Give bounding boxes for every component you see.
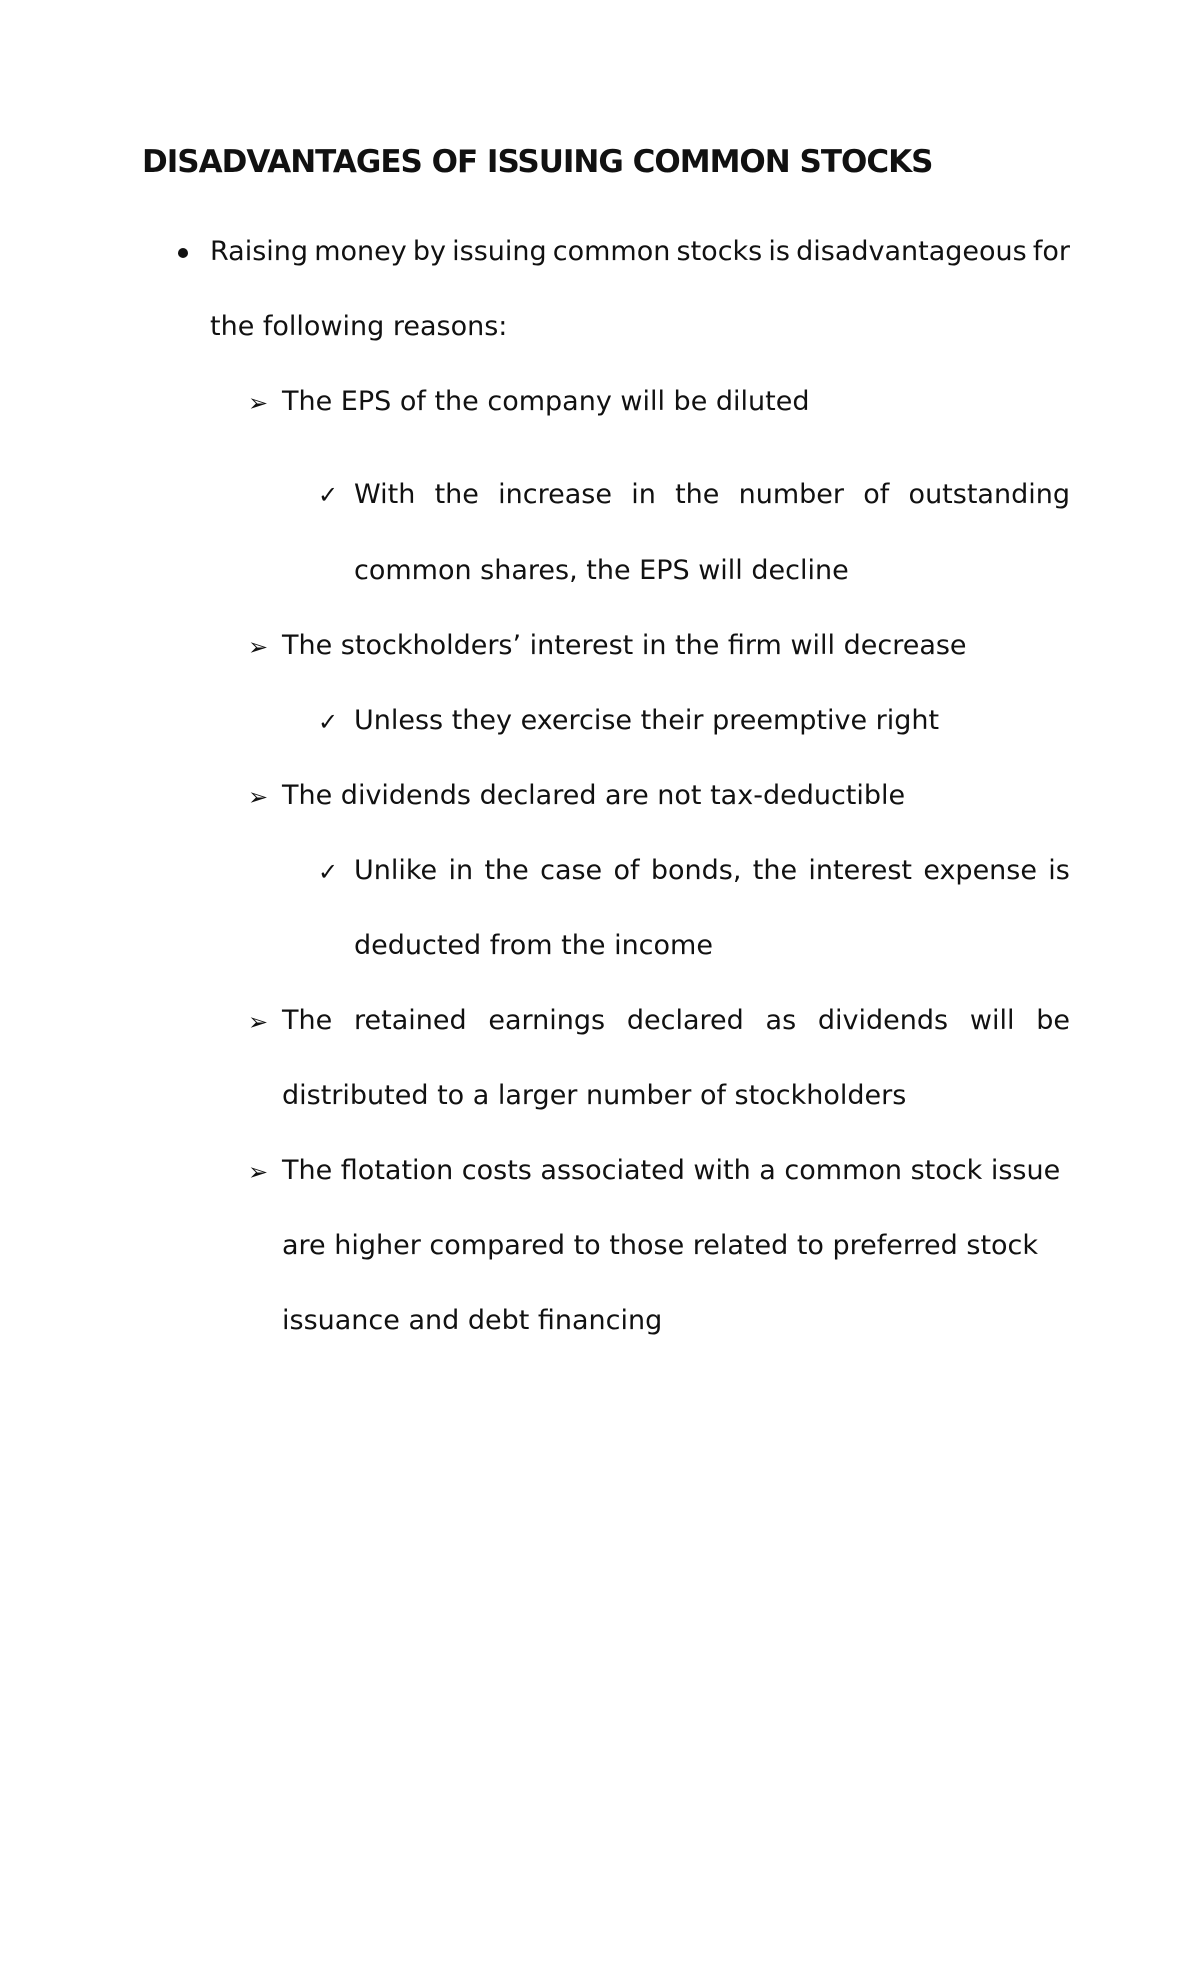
point-5-line-3: issuance and debt financing <box>282 1305 663 1336</box>
intro-line-2: the following reasons: <box>210 311 508 342</box>
word: interest <box>808 855 912 886</box>
point-3-line-1: The dividends declared are not tax-deductible <box>282 780 906 811</box>
word: for <box>1032 236 1070 267</box>
word: Unlike <box>354 855 438 886</box>
word: The <box>282 1005 333 1036</box>
word: in <box>448 855 474 886</box>
word: stocks <box>676 236 763 267</box>
word: money <box>314 236 407 267</box>
word: the <box>484 855 529 886</box>
point-4-line-1 <box>282 1001 1070 1041</box>
word: the <box>675 479 720 510</box>
point-1-line-1: The EPS of the company will be diluted <box>282 386 810 417</box>
point-2-sub-line-1: Unless they exercise their preemptive right <box>354 705 940 736</box>
word: expense <box>923 855 1037 886</box>
word: of <box>613 855 640 886</box>
word: increase <box>498 479 612 510</box>
checkmark-icon: ✓ <box>318 481 339 509</box>
word: the <box>752 855 798 886</box>
checkmark-icon: ✓ <box>318 858 339 886</box>
word: Raising <box>210 236 309 267</box>
word: is <box>1048 855 1070 886</box>
word: case <box>540 855 603 886</box>
word: as <box>765 1005 797 1036</box>
arrow-bullet-icon: ➢ <box>248 1008 269 1036</box>
point-3-sub-line-2: deducted from the income <box>354 930 713 961</box>
point-2-line-1: The stockholders’ interest in the firm will decrease <box>282 630 967 661</box>
word: disadvantageous <box>796 236 1027 267</box>
word: is <box>768 236 790 267</box>
word: will <box>969 1005 1015 1036</box>
arrow-bullet-icon: ➢ <box>248 389 269 417</box>
page-title: DISADVANTAGES OF ISSUING COMMON STOCKS <box>142 144 933 180</box>
point-5-line-1: The flotation costs associated with a common stock issue <box>282 1155 1061 1186</box>
word: by <box>412 236 446 267</box>
intro-line-1 <box>210 232 1070 272</box>
checkmark-icon: ✓ <box>318 708 339 736</box>
word: number <box>738 479 845 510</box>
word: outstanding <box>908 479 1070 510</box>
point-5-line-2: are higher compared to those related to preferred stock <box>282 1230 1039 1261</box>
word: declared <box>626 1005 744 1036</box>
word: the <box>434 479 479 510</box>
arrow-bullet-icon: ➢ <box>248 1158 269 1186</box>
point-4-line-2: distributed to a larger number of stockholders <box>282 1080 907 1111</box>
word: of <box>863 479 890 510</box>
word: in <box>631 479 656 510</box>
point-1-sub-line-2: common shares, the EPS will decline <box>354 555 849 586</box>
word: issuing <box>452 236 547 267</box>
word: earnings <box>488 1005 606 1036</box>
word: dividends <box>817 1005 949 1036</box>
word: be <box>1036 1005 1070 1036</box>
point-1-sub-line-1 <box>354 475 1070 515</box>
word: common <box>552 236 671 267</box>
bullet-dot-icon <box>178 248 188 258</box>
word: bonds, <box>650 855 742 886</box>
word: With <box>354 479 416 510</box>
arrow-bullet-icon: ➢ <box>248 633 269 661</box>
word: retained <box>353 1005 467 1036</box>
point-3-sub-line-1 <box>354 851 1070 891</box>
arrow-bullet-icon: ➢ <box>248 783 269 811</box>
